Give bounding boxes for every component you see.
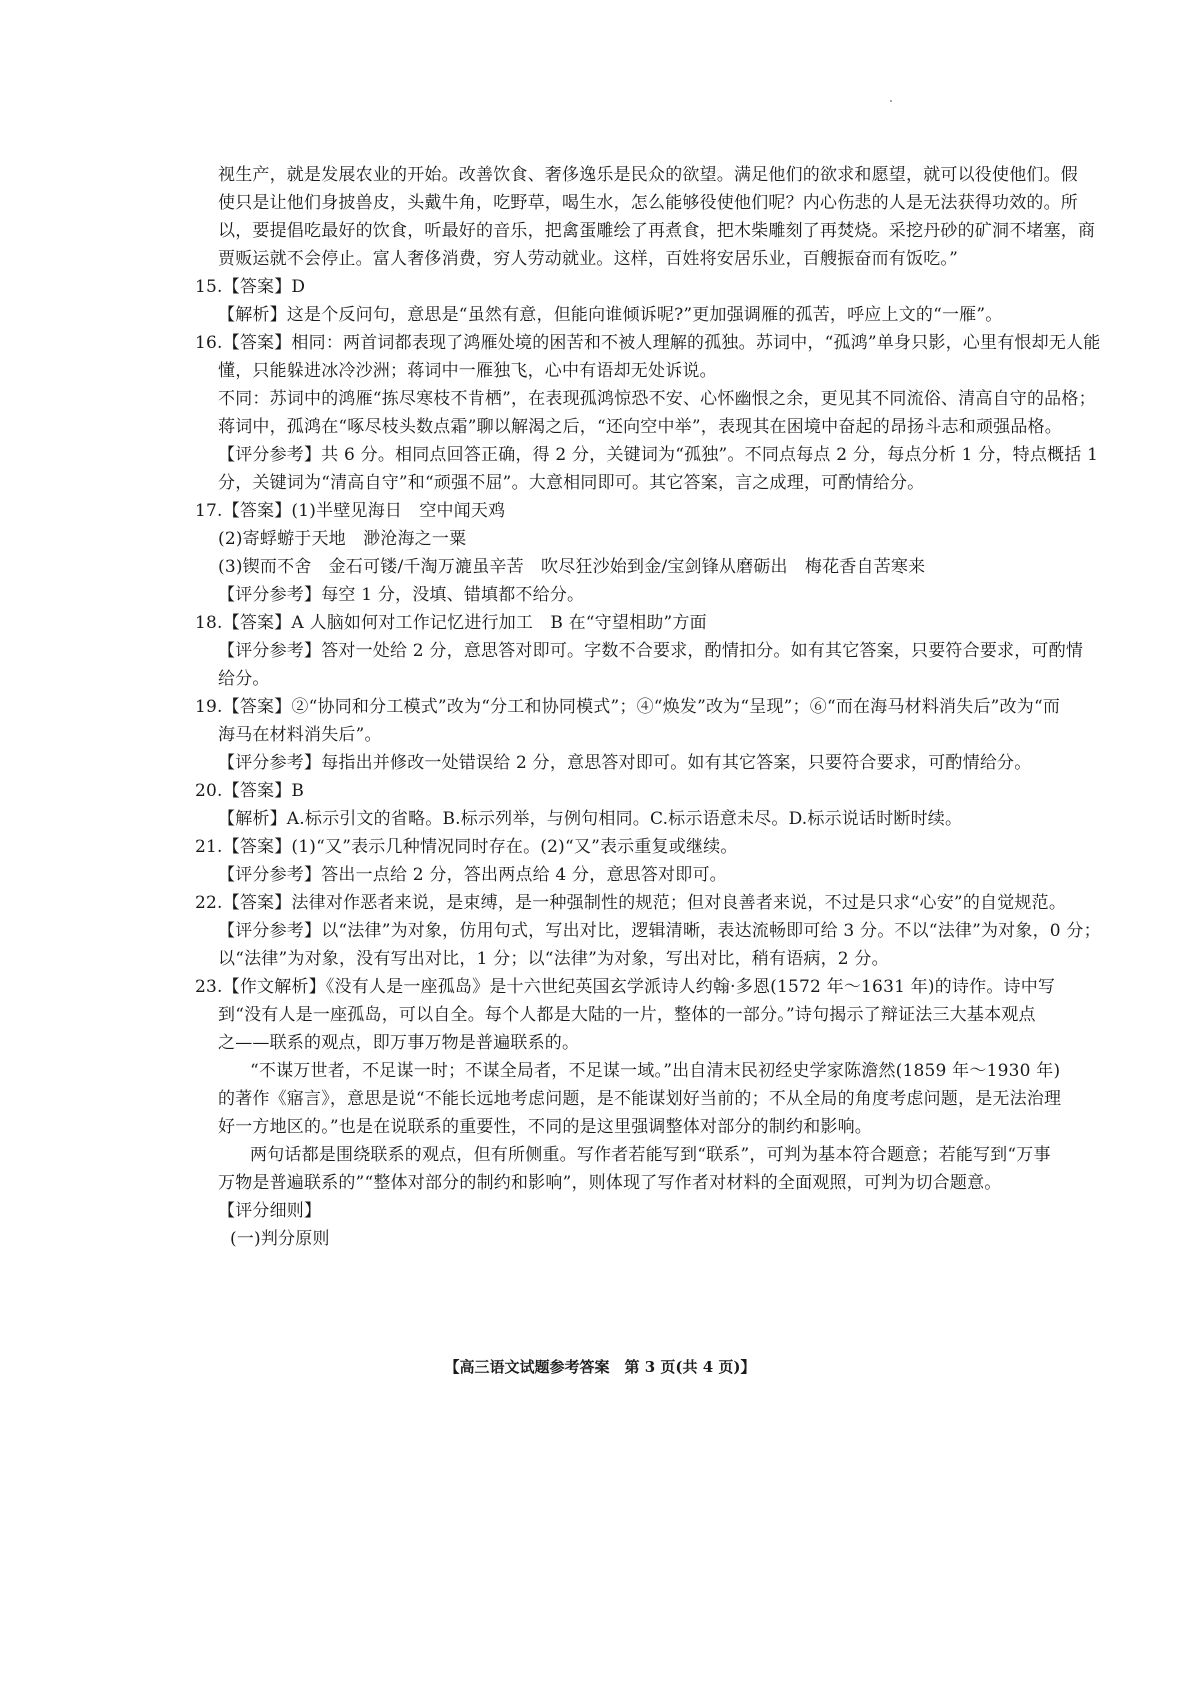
answer-16-diff-cont: 蒋词中，孤鸿在“啄尽枝头数点霜”聊以解渴之后，“还向空中举”，表现其在困境中奋起的昂扬斗志和顽强品格。 (218, 417, 1062, 437)
intro-line: 以，要提倡吃最好的饮食，听最好的音乐，把禽蛋雕绘了再煮食，把木柴雕刻了再焚烧。采挖丹砂的矿洞不堵塞，商 (218, 221, 1096, 241)
essay-23-line3: 之——联系的观点，即万事万物是普遍联系的。 (218, 1033, 580, 1053)
essay-23: 23.【作文解析】《没有人是一座孤岛》是十六世纪英国玄学派诗人约翰·多恩(1572 年～1631 年)的诗作。诗中写 (195, 977, 1056, 997)
answer-17: 17.【答案】(1)半壁见海日 空中闻天鸡 (195, 501, 506, 521)
answer-19-cont: 海马在材料消失后”。 (218, 725, 382, 745)
analysis-20: 【解析】A.标示引文的省略。B.标示列举，与例句相同。C.标示语意未尽。D.标示说话时断时续。 (218, 809, 963, 829)
scoring-principle: (一)判分原则 (230, 1229, 330, 1249)
scoring-16: 【评分参考】共 6 分。相同点回答正确，得 2 分，关键词为“孤独”。不同点每点 2 分，每点分析 1 分，特点概括 1 (218, 445, 1099, 465)
answer-22: 22.【答案】法律对作恶者来说，是束缚，是一种强制性的规范；但对良善者来说，不过是只求“心安”的自觉规范。 (195, 893, 1067, 913)
essay-23-para3: 两句话都是围绕联系的观点，但有所侧重。写作者若能写到“联系”，可判为基本符合题意；若能写到“万事 (250, 1145, 1051, 1165)
essay-23-para3-line2: 万物是普遍联系的”“整体对部分的制约和影响”，则体现了写作者对材料的全面观照，可判为切合题意。 (218, 1173, 1002, 1193)
essay-23-line2: 到“没有人是一座孤岛，可以自全。每个人都是大陆的一片，整体的一部分。”诗句揭示了辩证法三大基本观点 (218, 1005, 1036, 1025)
answer-21: 21.【答案】(1)“又”表示几种情况同时存在。(2)“又”表示重复或继续。 (195, 837, 738, 857)
essay-23-para2-line3: 好一方地区的。”也是在说联系的重要性，不同的是这里强调整体对部分的制约和影响。 (218, 1117, 872, 1137)
scoring-16-cont: 分，关键词为“清高自守”和“顽强不屈”。大意相同即可。其它答案，言之成理，可酌情给分。 (218, 473, 925, 493)
scoring-17: 【评分参考】每空 1 分，没填、错填都不给分。 (218, 585, 585, 605)
intro-line: 视生产，就是发展农业的开始。改善饮食、奢侈逸乐是民众的欲望。满足他们的欲求和愿望，就可以役使他们。假 (218, 165, 1078, 185)
intro-line: 使只是让他们身披兽皮，头戴牛角，吃野草，喝生水，怎么能够役使他们呢？内心伤悲的人是无法获得功效的。所 (218, 193, 1078, 213)
scoring-18-cont: 给分。 (218, 669, 270, 689)
scoring-22: 【评分参考】以“法律”为对象，仿用句式，写出对比，逻辑清晰，表达流畅即可给 3 分。不以“法律”为对象，0 分； (218, 921, 1101, 941)
page-footer: 【高三语文试题参考答案 第 3 页(共 4 页)】 (444, 1358, 756, 1376)
answer-17-2: (2)寄蜉蝣于天地 渺沧海之一粟 (218, 529, 467, 549)
analysis-15: 【解析】这是个反问句，意思是“虽然有意，但能向谁倾诉呢?”更加强调雁的孤苦，呼应上文的“一雁”。 (218, 305, 1003, 325)
answer-20: 20.【答案】B (195, 781, 305, 801)
scoring-21: 【评分参考】答出一点给 2 分，答出两点给 4 分，意思答对即可。 (218, 865, 727, 885)
scoring-18: 【评分参考】答对一处给 2 分，意思答对即可。字数不合要求，酌情扣分。如有其它答案，只要符合要求，可酌情 (218, 641, 1084, 661)
scoring-rules-heading: 【评分细则】 (218, 1201, 322, 1221)
answer-16: 16.【答案】相同：两首词都表现了鸿雁处境的困苦和不被人理解的孤独。苏词中，“孤鸿”单身只影，心里有恨却无人能 (195, 333, 1101, 353)
essay-23-para2: “不谋万世者，不足谋一时；不谋全局者，不足谋一域。”出自清末民初经史学家陈澹然(1859 年～1930 年) (250, 1061, 1061, 1081)
answer-16-cont: 懂，只能躲进冰冷沙洲；蒋词中一雁独飞，心中有语却无处诉说。 (218, 361, 717, 381)
answer-17-3: (3)锲而不舍 金石可镂/千淘万漉虽辛苦 吹尽狂沙始到金/宝剑锋从磨砺出 梅花香自苦寒来 (218, 557, 926, 577)
answer-19: 19.【答案】②“协同和分工模式”改为“分工和协同模式”；④“焕发”改为“呈现”；⑥“而在海马材料消失后”改为“而 (195, 697, 1061, 717)
scoring-19: 【评分参考】每指出并修改一处错误给 2 分，意思答对即可。如有其它答案，只要符合要求，可酌情给分。 (218, 753, 1032, 773)
intro-line: 贾贩运就不会停止。富人奢侈消费，穷人劳动就业。这样，百姓将安居乐业，百艘振奋而有饭吃。” (218, 249, 958, 269)
essay-23-para2-line2: 的著作《寤言》，意思是说“不能长远地考虑问题，是不能谋划好当前的；不从全局的角度考虑问题，是无法治理 (218, 1089, 1062, 1109)
scoring-22-cont: 以“法律”为对象，没有写出对比，1 分；以“法律”为对象，写出对比，稍有语病，2 分。 (218, 949, 889, 969)
answer-16-diff: 不同：苏词中的鸿雁“拣尽寒枝不肯栖”，在表现孤鸿惊恐不安、心怀幽恨之余，更见其不同流俗、清高自守的品格； (218, 389, 1096, 409)
scan-speck (890, 100, 892, 102)
answer-18: 18.【答案】A 人脑如何对工作记忆进行加工 B 在“守望相助”方面 (195, 613, 707, 633)
answer-15: 15.【答案】D (195, 277, 306, 297)
